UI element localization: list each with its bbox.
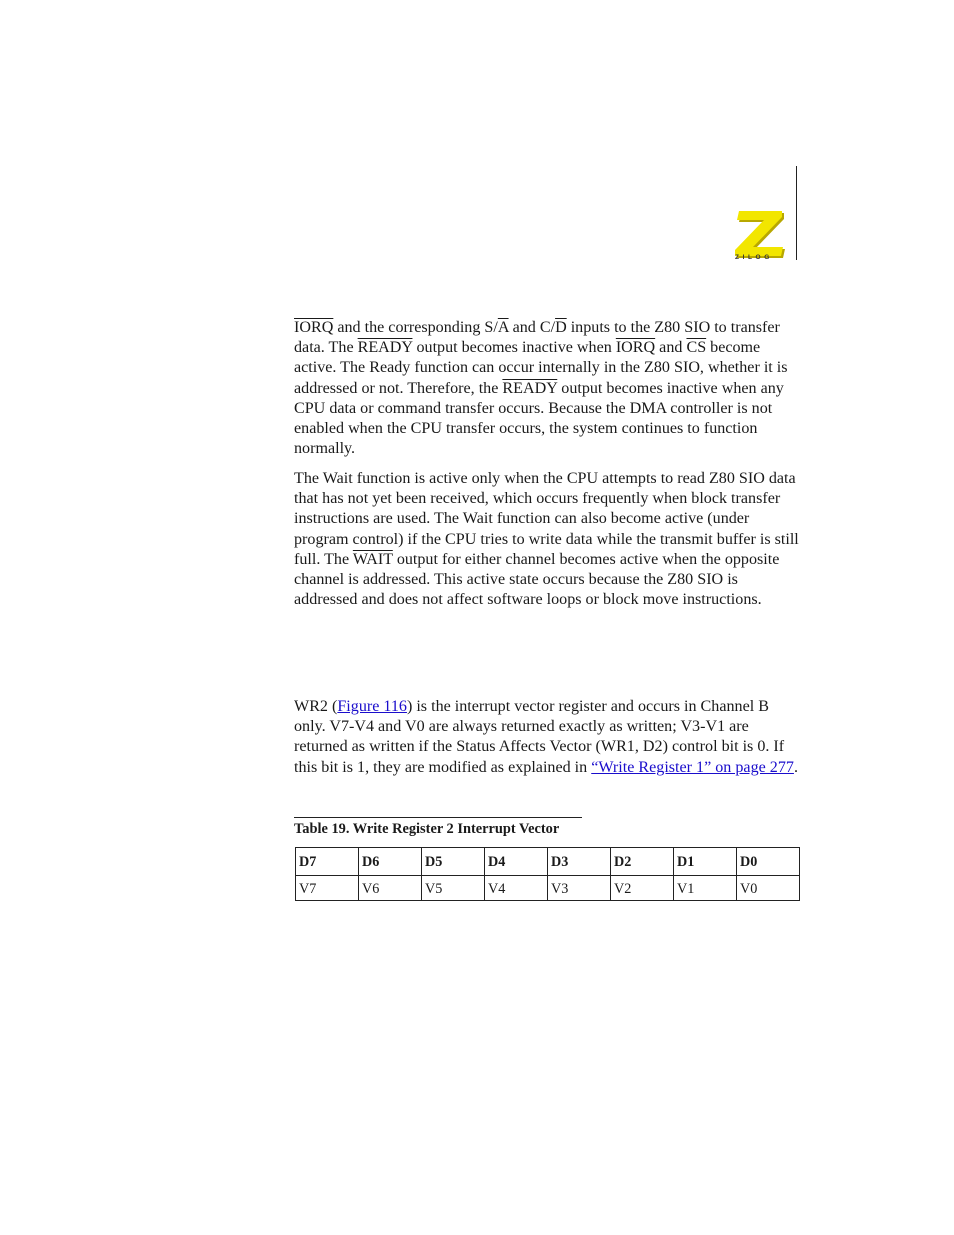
- table-header-cell: D4: [485, 848, 548, 876]
- cs-signal: $\overline{CS}$: [686, 339, 707, 357]
- table-cell: V1: [674, 876, 737, 901]
- paragraph-ready-function: IORQ and the corresponding $S/\overline{A}$ and $C/\overline{D}$ inputs to the Z80 SIO to transfer data. The READY output becomes inactive when IORQ and $\overline{CS}$ become active. The Ready function can occur internally in the Z80 SIO, whether it is addressed or not. Therefore, the READY output becomes inactive when any CPU data or command transfer occurs. Because the DMA controller is not enabled when the CPU transfer occurs, the system continues to function normally.: [294, 319, 788, 458]
- iorq-signal: IORQ: [294, 319, 334, 336]
- table-header-cell: D3: [548, 848, 611, 876]
- table-header-cell: D6: [359, 848, 422, 876]
- iorq-signal: IORQ: [615, 339, 656, 357]
- zilog-logo-wordmark: ZILOG: [735, 254, 773, 261]
- table-cell: V3: [548, 876, 611, 901]
- table-cell: V5: [422, 876, 485, 901]
- write-register-1-link[interactable]: “Write Register 1” on page 277: [591, 758, 794, 776]
- interrupt-vector-table: [295, 847, 800, 901]
- table-cell: V6: [359, 876, 422, 901]
- figure-116-link[interactable]: Figure 116: [337, 698, 407, 715]
- paragraph-wr2-description: WR2 (Figure 116) is the interrupt vector register and occurs in Channel B only. V7-V4 and V0 are always returned exactly as written; V3-V1 are returned as written if the Status Affects Vector (WR1, D2) control bit is 0. If this bit is 1, they are modified as explained in “Write Register 1” on page 277.: [294, 698, 798, 776]
- table-header-cell: D0: [737, 848, 800, 876]
- table-header-cell: D5: [422, 848, 485, 876]
- table-cell: V4: [485, 876, 548, 901]
- a-signal: $\overline{A}$: [497, 319, 509, 336]
- ready-signal: READY: [502, 379, 558, 397]
- table-row: [296, 876, 800, 901]
- d-signal: $\overline{D}$: [555, 319, 567, 336]
- table-header-cell: D2: [611, 848, 674, 876]
- table-header-cell: D1: [674, 848, 737, 876]
- table-header-cell: D7: [296, 848, 359, 876]
- header-vertical-rule: [796, 166, 797, 260]
- paragraph-wait-function: The Wait function is active only when the CPU attempts to read Z80 SIO data that has not yet been received, which occurs frequently when block transfer instructions are used. The Wait function can also become active (under program control) if the CPU tries to write data while the transmit buffer is still full. The WAIT output for either channel becomes active when the opposite channel is addressed. This active state occurs because the Z80 SIO is addressed and does not affect software loops or block move instructions.: [294, 470, 799, 609]
- table-cell: V7: [296, 876, 359, 901]
- table-caption: Table 19. Write Register 2 Interrupt Vector: [294, 817, 582, 838]
- table-cell: V0: [737, 876, 800, 901]
- wait-signal: WAIT: [352, 550, 393, 568]
- table-header-row: [296, 848, 800, 876]
- ready-signal: READY: [357, 339, 413, 357]
- table-cell: V2: [611, 876, 674, 901]
